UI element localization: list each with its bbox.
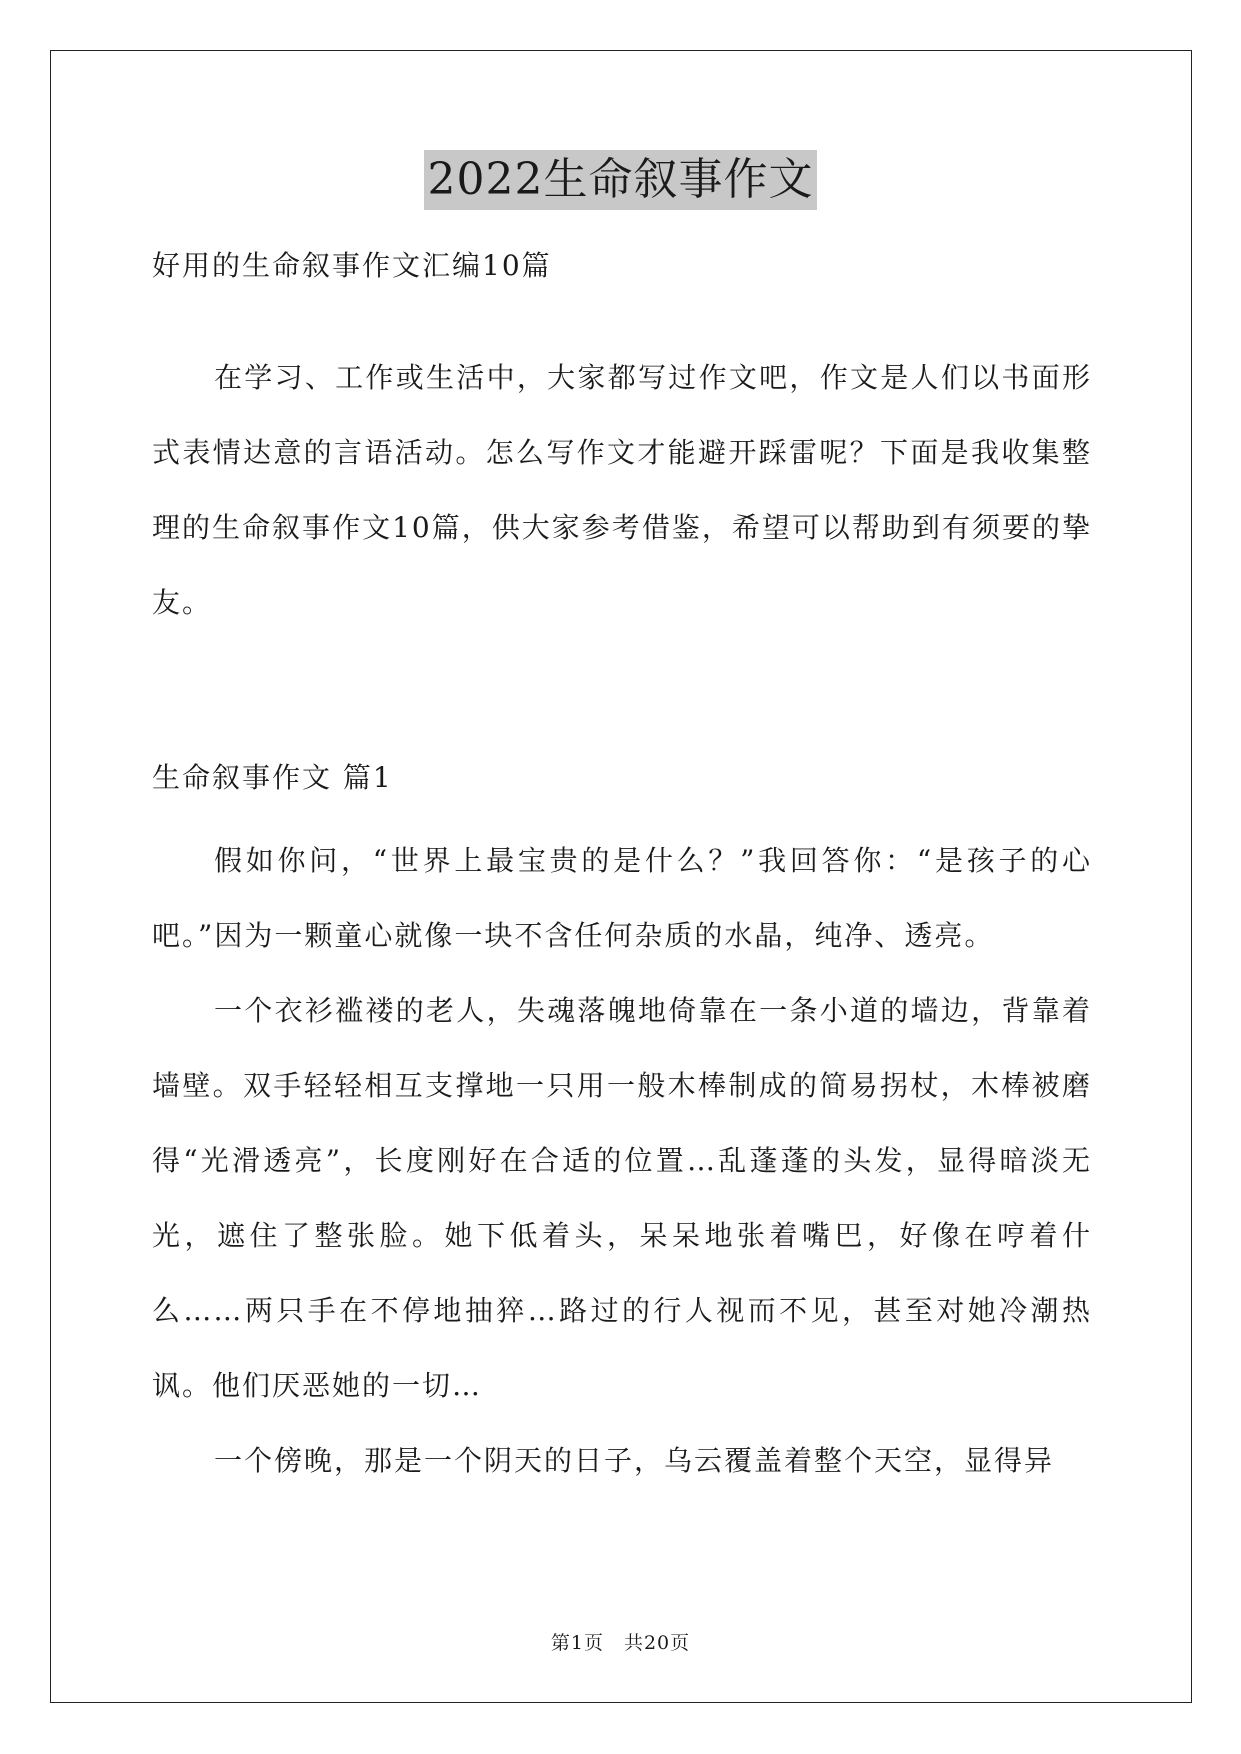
body-paragraph: 假如你问，“世界上最宝贵的是什么？”我回答你：“是孩子的心吧。”因为一颗童心就像一块不含任何杂质的水晶，纯净、透亮。 bbox=[152, 844, 1092, 952]
section-heading: 生命叙事作文 篇1 bbox=[152, 761, 393, 794]
document-title: 2022生命叙事作文 bbox=[424, 150, 818, 210]
document-subtitle: 好用的生命叙事作文汇编10篇 bbox=[152, 249, 552, 282]
page-footer: 第1页 共20页 bbox=[550, 1632, 691, 1654]
body-paragraph: 一个傍晚，那是一个阴天的日子，乌云覆盖着整个天空，显得异 bbox=[214, 1444, 1055, 1477]
section-body bbox=[152, 823, 1092, 1498]
intro-paragraph: 在学习、工作或生活中，大家都写过作文吧，作文是人们以书面形式表情达意的言语活动。怎么写作文才能避开踩雷呢？下面是我收集整理的生命叙事作文10篇，供大家参考借鉴，希望可以帮助到有须要的挚友。 bbox=[152, 361, 1092, 619]
body-paragraph: 一个衣衫褴褛的老人，失魂落魄地倚靠在一条小道的墙边，背靠着墙壁。双手轻轻相互支撑地一只用一般木棒制成的简易拐杖，木棒被磨得“光滑透亮”，长度刚好在合适的位置…乱蓬蓬的头发，显得暗淡无光，遮住了整张脸。她下低着头，呆呆地张着嘴巴，好像在哼着什么……两只手在不停地抽猝…路过的行人视而不见，甚至对她冷潮热讽。他们厌恶她的一切… bbox=[152, 994, 1092, 1402]
title-container bbox=[0, 150, 1241, 210]
